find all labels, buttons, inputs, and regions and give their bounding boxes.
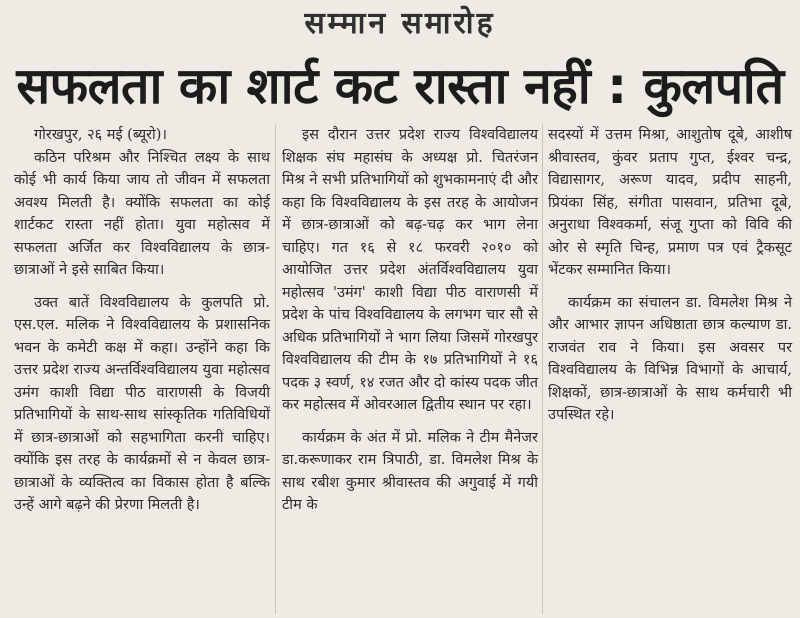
kicker-heading: सम्मान समारोह [304, 6, 496, 41]
article-column-3 [548, 124, 792, 427]
article-column-1 [14, 124, 270, 517]
paragraph: कार्यक्रम के अंत में प्रो. मलिक ने टीम मैनेजर डा.करूणाकर राम त्रिपाठी, डा. विमलेश मिश्र के साथ रबीश कुमार श्रीवास्तव की अगुवाई में गयी टीम के [282, 429, 538, 513]
paragraph: कार्यक्रम का संचालन डा. विमलेश मिश्र ने और आभार ज्ञापन अधिष्ठाता छात्र कल्याण डा. राजवंत राव ने किया। इस अवसर पर विश्वविद्यालय के विभिन्न विभागों के आचार्य, शिक्षकों, छात्र-छात्राओं के साथ कर्मचारी भी उपस्थित रहे। [548, 294, 792, 423]
column-divider [275, 124, 276, 614]
paragraph: सदस्यों में उत्तम मिश्रा, आशुतोष दूबे, आशीष श्रीवास्तव, कुंवर प्रताप गुप्त, ईश्वर चन्द्र, विद्यासागर, अरूण यादव, प्रदीप साहनी, प्रियंका सिंह, संगीता पासवान, प्रतिभा दूबे, अनुराधा विश्वकर्मा, संजू गुप्ता को विवि की ओर से स्मृति चिन्ह, प्रमाण पत्र एवं ट्रैकसूट भेंटकर सम्मानित किया। [548, 127, 792, 278]
paragraph: इस दौरान उत्तर प्रदेश राज्य विश्वविद्यालय शिक्षक संघ महासंघ के अध्यक्ष प्रो. चितरंजन मिश्र ने सभी प्रतिभागियों को शुभकामनाएं दी और कहा कि विश्वविद्यालय के इस तरह के आयोजन में छात्र-छात्राओं को बढ़-चढ़ कर भाग लेना चाहिए। गत १६ से १८ फरवरी २०१० को आयोजित उत्तर प्रदेश अंतर्विश्वविद्यालय युवा महोत्सव 'उमंग' काशी विद्या पीठ वाराणसी में प्रदेश के पांच विश्वविद्यालय के लगभग चार सौ से अधिक प्रतिभागियों ने भाग लिया जिसमें गोरखपुर विश्वविद्यालय की टीम के १७ प्रतिभागियों ने १६ पदक ३ स्वर्ण, १४ रजत और दो कांस्य पदक जीत कर महोत्सव में ओवरआल द्वितीय स्थान पर रहा। [282, 127, 538, 413]
paragraph: उक्त बातें विश्वविद्यालय के कुलपति प्रो. एस.एल. मलिक ने विश्वविद्यालय के प्रशासनिक भवन के कमेटी कक्ष में कहा। उन्होंने कहा कि उत्तर प्रदेश राज्य अन्तर्विश्वविद्यालय युवा महोत्सव उमंग काशी विद्या पीठ वाराणसी के विजयी प्रतिभागियों के साथ-साथ सांस्कृतिक गतिविधियों में छात्र-छात्राओं को सहभागिता करनी चाहिए। क्योंकि इस तरह के कार्यक्रमों से न केवल छात्र-छात्राओं के व्यक्तित्व का विकास होता है बल्कि उन्हें आगे बढ़ने की प्रेरणा मिलती है। [14, 294, 270, 513]
paragraph: कठिन परिश्रम और निश्चित लक्ष्य के साथ कोई भी कार्य किया जाय तो जीवन में सफलता अवश्य मिलती है। क्योंकि सफलता का कोई शार्टकट रास्ता नहीं होता। युवा महोत्सव में सफलता अर्जित कर विश्वविद्यालय के छात्र-छात्राओं ने इसे साबित किया। [14, 149, 270, 278]
article-column-2 [282, 124, 538, 517]
page-title: सफलता का शार्ट कट रास्ता नहीं : कुलपति [16, 57, 784, 115]
dateline: गोरखपुर, २६ मई (ब्यूरो)। [34, 127, 167, 143]
column-divider [542, 124, 543, 614]
